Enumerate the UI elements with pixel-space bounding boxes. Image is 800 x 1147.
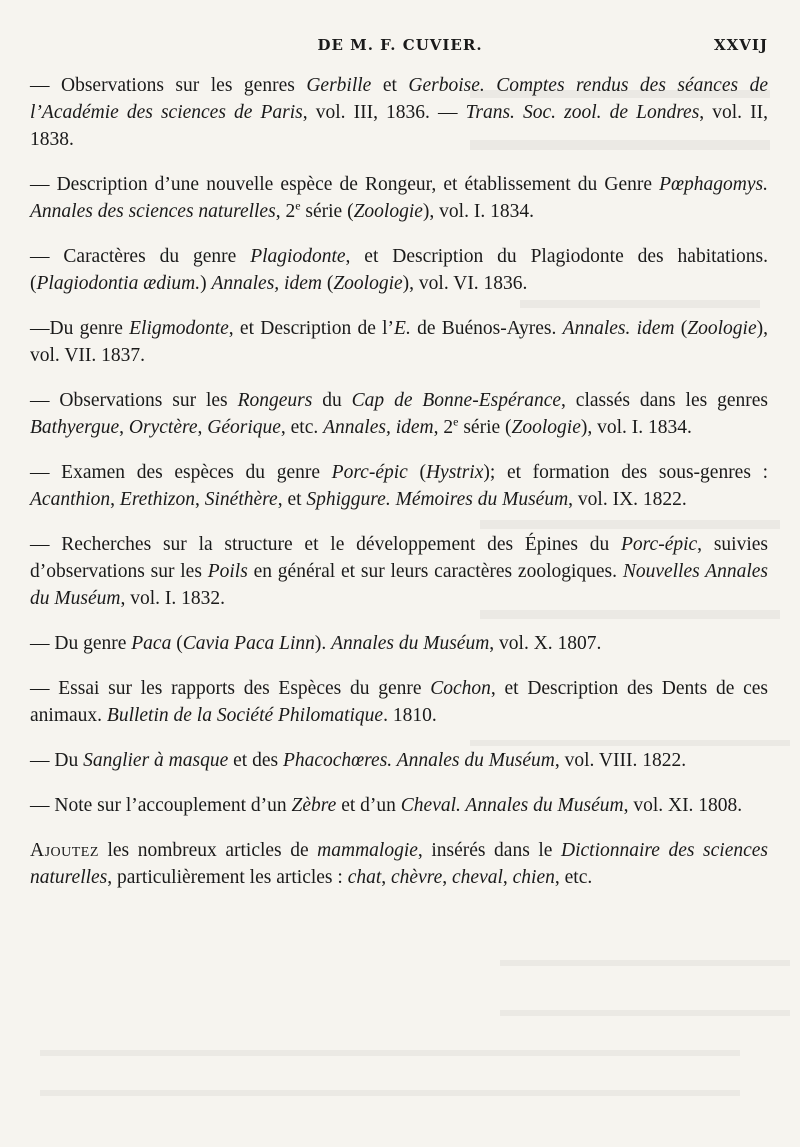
entry-text: série ( — [300, 201, 354, 222]
entry-text: , et Description de l’ — [228, 318, 395, 339]
entry-text: , vol. VIII. 1822. — [554, 750, 687, 771]
entry-text: ( — [321, 273, 334, 294]
bibliography-entry — [30, 72, 768, 153]
italic-title: Acanthion — [30, 489, 111, 510]
entry-text: — Observations sur les genres — [30, 75, 307, 96]
running-header — [28, 36, 772, 66]
italic-title: Erethizon — [119, 489, 196, 510]
italic-title: Dictionnaire des sciences naturelles — [30, 840, 769, 888]
italic-title: Zèbre — [291, 795, 337, 816]
running-title: DE M. F. CUVIER. — [317, 36, 483, 54]
italic-title: Sinéthère — [204, 489, 278, 510]
entry-text: — Observations sur les — [30, 390, 238, 411]
entry-text: , — [119, 417, 129, 438]
bibliography-entry — [30, 315, 768, 369]
italic-title: Porc-épic — [331, 462, 408, 483]
italic-title: Gerboise. Comptes rendus des séances de l’Académie des sciences de Paris — [30, 75, 768, 123]
entry-text: , vol. I. 1832. — [120, 588, 225, 609]
italic-title: Paca — [131, 633, 172, 654]
entry-text: . 1810. — [383, 705, 437, 726]
italic-title: Sanglier à masque — [83, 750, 229, 771]
entry-text: en général et sur leurs caractères zoologiques. — [247, 561, 623, 582]
entry-text: , — [110, 489, 120, 510]
entry-text: , suivies d’observations sur les — [30, 534, 769, 582]
entry-text: , — [381, 867, 392, 888]
italic-title: Plagiodontia ædium. — [36, 273, 201, 294]
entry-text: , 2 — [433, 417, 454, 438]
bibliography-entry — [30, 387, 768, 441]
italic-title: Géorique — [207, 417, 281, 438]
italic-title: Bathyergue — [30, 417, 120, 438]
italic-title: Zoologie — [333, 273, 403, 294]
italic-title: Phacochœres. Annales du Muséum — [282, 750, 555, 771]
entry-text: et d’un — [336, 795, 401, 816]
italic-title: Rongeurs — [237, 390, 313, 411]
small-caps-lead: Ajoutez — [30, 840, 99, 861]
entry-text: — Recherches sur la structure et le développement des Épines du — [30, 534, 622, 555]
entry-text: , vol. III, 1836. — — [302, 102, 466, 123]
superscript: e — [453, 414, 459, 429]
italic-title: chien — [512, 867, 555, 888]
bibliography-entry — [30, 243, 768, 297]
entry-text: , etc. — [280, 417, 324, 438]
italic-title: Eligmodonte — [129, 318, 229, 339]
italic-title: Poils — [207, 561, 248, 582]
entry-text: — Caractères du genre — [30, 246, 251, 267]
entry-text: ). — [314, 633, 332, 654]
entry-text: — Examen des espèces du genre — [30, 462, 332, 483]
entry-text: , vol. X. 1807. — [489, 633, 602, 654]
entry-text: ); et formation des sous-genres : — [483, 462, 768, 483]
bibliography-entry — [30, 531, 768, 612]
entry-text: du — [312, 390, 352, 411]
entry-text: les nombreux articles de — [98, 840, 318, 861]
italic-title: Annales, idem — [323, 417, 434, 438]
entry-text: —Du genre — [30, 318, 130, 339]
entry-text: , — [195, 489, 205, 510]
bibliography-entry — [30, 459, 768, 513]
entry-text: ( — [407, 462, 426, 483]
italic-title: Zoologie — [511, 417, 581, 438]
italic-title: Annales, idem — [211, 273, 322, 294]
bibliography-list — [30, 72, 768, 909]
italic-title: Oryctère — [128, 417, 198, 438]
italic-title: chat — [347, 867, 382, 888]
entry-text: — Du — [30, 750, 84, 771]
italic-title: Gerbille — [306, 75, 372, 96]
entry-text: , et — [277, 489, 307, 510]
italic-title: Cap de Bonne-Espérance — [351, 390, 562, 411]
italic-title: Zoologie — [687, 318, 757, 339]
entry-text: — Description d’une nouvelle espèce de Rongeur, et établissement du Genre — [30, 174, 660, 195]
entry-text: , insérés dans le — [417, 840, 561, 861]
entry-text: , et Description des Dents de ces animaux. — [30, 678, 769, 726]
addendum-paragraph — [30, 837, 768, 891]
entry-text: — Du genre — [30, 633, 132, 654]
entry-text: , etc. — [554, 867, 593, 888]
entry-text: — Note sur l’accouplement d’un — [30, 795, 292, 816]
entry-text: , vol. IX. 1822. — [568, 489, 687, 510]
entry-text: ), vol. VI. 1836. — [402, 273, 528, 294]
entry-text: ) — [200, 273, 212, 294]
italic-title: Porc-épic — [621, 534, 698, 555]
italic-title: Sphiggure. Mémoires du Muséum — [306, 489, 569, 510]
italic-title: Hystrix — [425, 462, 484, 483]
entry-text: de Buénos-Ayres. — [410, 318, 563, 339]
entry-text: , et Description du Plagiodonte des habitations. ( — [30, 246, 768, 294]
italic-title: cheval — [452, 867, 503, 888]
entry-text: série ( — [458, 417, 512, 438]
entry-text: ), vol. VII. 1837. — [30, 318, 768, 366]
italic-title: Annales du Muséum — [331, 633, 490, 654]
bibliography-entry — [30, 630, 768, 657]
italic-title: Trans. Soc. zool. de Londres — [465, 102, 700, 123]
entry-text: , — [442, 867, 453, 888]
entry-text: , particulièrement les articles : — [107, 867, 348, 888]
italic-title: mammalogie — [317, 840, 418, 861]
italic-title: E. — [394, 318, 411, 339]
italic-title: Pœphagomys. Annales des sciences naturelles — [30, 174, 768, 222]
italic-title: Cheval. Annales du Muséum — [400, 795, 624, 816]
italic-title: chèvre — [391, 867, 443, 888]
entry-text: ( — [171, 633, 183, 654]
entry-text: , — [197, 417, 208, 438]
entry-text: — Essai sur les rapports des Espèces du genre — [30, 678, 431, 699]
italic-title: Nouvelles Annales du Muséum — [30, 561, 768, 609]
entry-text: , vol. II, 1838. — [30, 102, 768, 150]
superscript: e — [295, 198, 301, 213]
italic-title: Cavia Paca Linn — [182, 633, 315, 654]
italic-title: Cochon — [430, 678, 491, 699]
bibliography-entry — [30, 675, 768, 729]
entry-text: et — [371, 75, 409, 96]
entry-text: ), vol. I. 1834. — [580, 417, 692, 438]
entry-text: , 2 — [275, 201, 296, 222]
bibliography-entry — [30, 171, 768, 225]
page-number: XXVIJ — [713, 36, 768, 54]
bibliography-entry — [30, 747, 768, 774]
italic-title: Plagiodonte — [250, 246, 346, 267]
entry-text: ), vol. I. 1834. — [422, 201, 534, 222]
entry-text: et des — [228, 750, 283, 771]
italic-title: Annales. idem — [562, 318, 675, 339]
bibliography-entry — [30, 792, 768, 819]
entry-text: , classés dans les genres — [561, 390, 768, 411]
entry-text: ( — [674, 318, 688, 339]
entry-text: , — [502, 867, 513, 888]
entry-text: , vol. XI. 1808. — [623, 795, 743, 816]
italic-title: Bulletin de la Société Philomatique — [106, 705, 384, 726]
italic-title: Zoologie — [353, 201, 423, 222]
